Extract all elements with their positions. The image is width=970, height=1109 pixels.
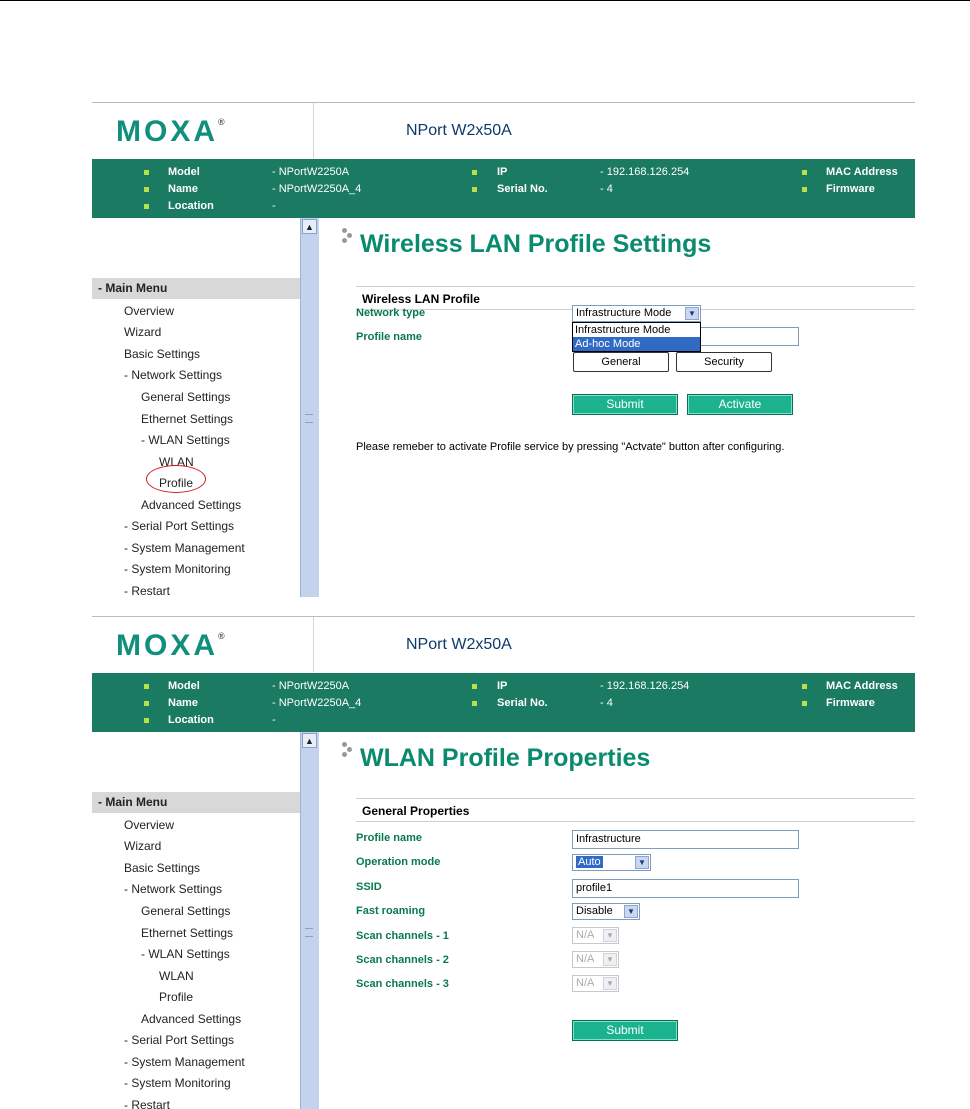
device-info-bar xyxy=(92,673,915,732)
bullet-icon xyxy=(144,187,149,192)
menu-general-settings[interactable]: General Settings xyxy=(141,390,231,404)
fast-roaming-label: Fast roaming xyxy=(356,905,426,917)
menu-wlan-settings[interactable]: - WLAN Settings xyxy=(141,433,230,447)
menu-basic-settings[interactable]: Basic Settings xyxy=(124,347,201,361)
title-dot-icon xyxy=(342,228,347,233)
bullet-icon xyxy=(802,170,807,175)
menu-wizard[interactable]: Wizard xyxy=(124,325,162,339)
section-header: General Properties xyxy=(356,798,915,822)
product-name: NPort W2x50A xyxy=(406,122,512,139)
menu-system-monitoring[interactable]: - System Monitoring xyxy=(124,1076,231,1090)
scan-channels-2-label: Scan channels - 2 xyxy=(356,954,449,966)
ssid-input[interactable]: profile1 xyxy=(572,879,799,898)
profile-name-label: Profile name xyxy=(356,331,423,343)
chevron-down-icon: ▼ xyxy=(603,953,617,966)
content-area xyxy=(92,732,915,1109)
menu-profile[interactable]: Profile xyxy=(159,990,194,1004)
bullet-icon xyxy=(472,701,477,706)
menu-wlan[interactable]: WLAN xyxy=(159,455,194,469)
activate-note: Please remeber to activate Profile service by pressing "Actvate" button after configuring. xyxy=(356,441,785,453)
menu-network-settings[interactable]: - Network Settings xyxy=(124,368,223,382)
bullet-icon xyxy=(144,701,149,706)
network-type-dropdown-list[interactable] xyxy=(572,322,701,352)
menu-ethernet-settings[interactable]: Ethernet Settings xyxy=(141,926,234,940)
screenshot-profile-properties xyxy=(92,616,915,1109)
menu-system-management[interactable]: - System Management xyxy=(124,541,245,555)
ip-label: IP xyxy=(497,680,508,692)
ssid-label: SSID xyxy=(356,881,382,893)
profile-name-input[interactable]: Infrastructure xyxy=(572,830,799,849)
page-top-rule xyxy=(0,0,970,1)
ip-value: - 192.168.126.254 xyxy=(600,166,690,178)
chevron-down-icon: ▼ xyxy=(603,977,617,990)
scroll-up-icon[interactable]: ▲ xyxy=(302,219,317,234)
product-name: NPort W2x50A xyxy=(406,636,512,653)
bullet-icon xyxy=(802,187,807,192)
fast-roaming-select[interactable]: Disable ▼ xyxy=(572,903,640,920)
header xyxy=(92,617,915,672)
location-label: Location xyxy=(168,200,214,212)
operation-mode-label: Operation mode xyxy=(356,856,441,868)
firmware-label: Firmware xyxy=(826,183,875,195)
mac-label: MAC Address xyxy=(826,166,898,178)
menu-system-monitoring[interactable]: - System Monitoring xyxy=(124,562,231,576)
menu-overview[interactable]: Overview xyxy=(124,818,175,832)
option-infrastructure[interactable]: Infrastructure Mode xyxy=(575,324,671,336)
general-button[interactable]: General xyxy=(573,352,669,372)
model-label: Model xyxy=(168,166,200,178)
menu-restart[interactable]: - Restart xyxy=(124,1098,171,1109)
location-value: - xyxy=(272,714,276,726)
bullet-icon xyxy=(144,170,149,175)
menu-serial-port-settings[interactable]: - Serial Port Settings xyxy=(124,519,235,533)
moxa-logo: MOXA® xyxy=(116,629,225,662)
name-value: - NPortW2250A_4 xyxy=(272,183,362,195)
menu-wlan[interactable]: WLAN xyxy=(159,969,194,983)
bullet-icon xyxy=(144,684,149,689)
bullet-icon xyxy=(472,187,477,192)
network-type-select[interactable]: Infrastructure Mode ▼ xyxy=(572,305,701,322)
submit-button[interactable]: Submit xyxy=(572,1020,678,1041)
page-title: Wireless LAN Profile Settings xyxy=(360,230,712,258)
main-menu-header[interactable]: - Main Menu xyxy=(92,278,300,299)
chevron-down-icon[interactable]: ▼ xyxy=(685,307,699,320)
menu-system-management[interactable]: - System Management xyxy=(124,1055,245,1069)
bullet-icon xyxy=(472,170,477,175)
mac-label: MAC Address xyxy=(826,680,898,692)
title-dot-icon xyxy=(347,233,352,238)
header xyxy=(92,103,915,158)
section-header: Wireless LAN Profile xyxy=(356,286,915,310)
serial-value: - 4 xyxy=(600,697,613,709)
chevron-down-icon: ▼ xyxy=(603,929,617,942)
bullet-icon xyxy=(802,684,807,689)
menu-network-settings[interactable]: - Network Settings xyxy=(124,882,223,896)
location-label: Location xyxy=(168,714,214,726)
serial-label: Serial No. xyxy=(497,183,548,195)
name-label: Name xyxy=(168,697,198,709)
menu-advanced-settings[interactable]: Advanced Settings xyxy=(141,1012,242,1026)
menu-advanced-settings[interactable]: Advanced Settings xyxy=(141,498,242,512)
screenshot-profile-settings xyxy=(92,102,915,597)
title-dot-icon xyxy=(347,747,352,752)
title-dot-icon xyxy=(342,238,347,243)
logo-box xyxy=(92,103,314,158)
page-title: WLAN Profile Properties xyxy=(360,744,651,772)
menu-restart[interactable]: - Restart xyxy=(124,584,171,597)
chevron-down-icon[interactable]: ▼ xyxy=(635,856,649,869)
menu-ethernet-settings[interactable]: Ethernet Settings xyxy=(141,412,234,426)
moxa-logo: MOXA® xyxy=(116,115,225,148)
location-value: - xyxy=(272,200,276,212)
title-dot-icon xyxy=(342,752,347,757)
bullet-icon xyxy=(472,684,477,689)
scroll-up-icon[interactable]: ▲ xyxy=(302,733,317,748)
menu-general-settings[interactable]: General Settings xyxy=(141,904,231,918)
scan-channels-1-label: Scan channels - 1 xyxy=(356,930,449,942)
menu-wizard[interactable]: Wizard xyxy=(124,839,162,853)
model-value: - NPortW2250A xyxy=(272,166,350,178)
scan-channels-3-label: Scan channels - 3 xyxy=(356,978,449,990)
content-area xyxy=(92,218,915,597)
firmware-label: Firmware xyxy=(826,697,875,709)
ip-value: - 192.168.126.254 xyxy=(600,680,690,692)
menu-overview[interactable]: Overview xyxy=(124,304,175,318)
activate-button[interactable]: Activate xyxy=(687,394,793,415)
submit-button[interactable]: Submit xyxy=(572,394,678,415)
name-label: Name xyxy=(168,183,198,195)
model-value: - NPortW2250A xyxy=(272,680,350,692)
option-adhoc[interactable]: Ad-hoc Mode xyxy=(573,337,700,351)
model-label: Model xyxy=(168,680,200,692)
name-value: - NPortW2250A_4 xyxy=(272,697,362,709)
main-menu-header[interactable]: - Main Menu xyxy=(92,792,300,813)
scan-channels-1-select[interactable]: N/A ▼ xyxy=(572,927,619,944)
serial-value: - 4 xyxy=(600,183,613,195)
serial-label: Serial No. xyxy=(497,697,548,709)
profile-name-label: Profile name xyxy=(356,832,423,844)
network-type-label: Network type xyxy=(356,307,426,319)
bullet-icon xyxy=(802,701,807,706)
title-dot-icon xyxy=(342,742,347,747)
profile-name-input[interactable] xyxy=(698,327,799,346)
menu-basic-settings[interactable]: Basic Settings xyxy=(124,861,201,875)
menu-wlan-settings[interactable]: - WLAN Settings xyxy=(141,947,230,961)
scan-channels-2-select[interactable]: N/A ▼ xyxy=(572,951,619,968)
bullet-icon xyxy=(144,204,149,209)
bullet-icon xyxy=(144,718,149,723)
ip-label: IP xyxy=(497,166,508,178)
chevron-down-icon[interactable]: ▼ xyxy=(624,905,638,918)
logo-box xyxy=(92,617,314,672)
device-info-bar xyxy=(92,159,915,218)
menu-profile[interactable]: Profile xyxy=(159,476,194,490)
operation-mode-select[interactable]: Auto ▼ xyxy=(572,854,651,871)
scan-channels-3-select[interactable]: N/A ▼ xyxy=(572,975,619,992)
security-button[interactable]: Security xyxy=(676,352,772,372)
menu-serial-port-settings[interactable]: - Serial Port Settings xyxy=(124,1033,235,1047)
